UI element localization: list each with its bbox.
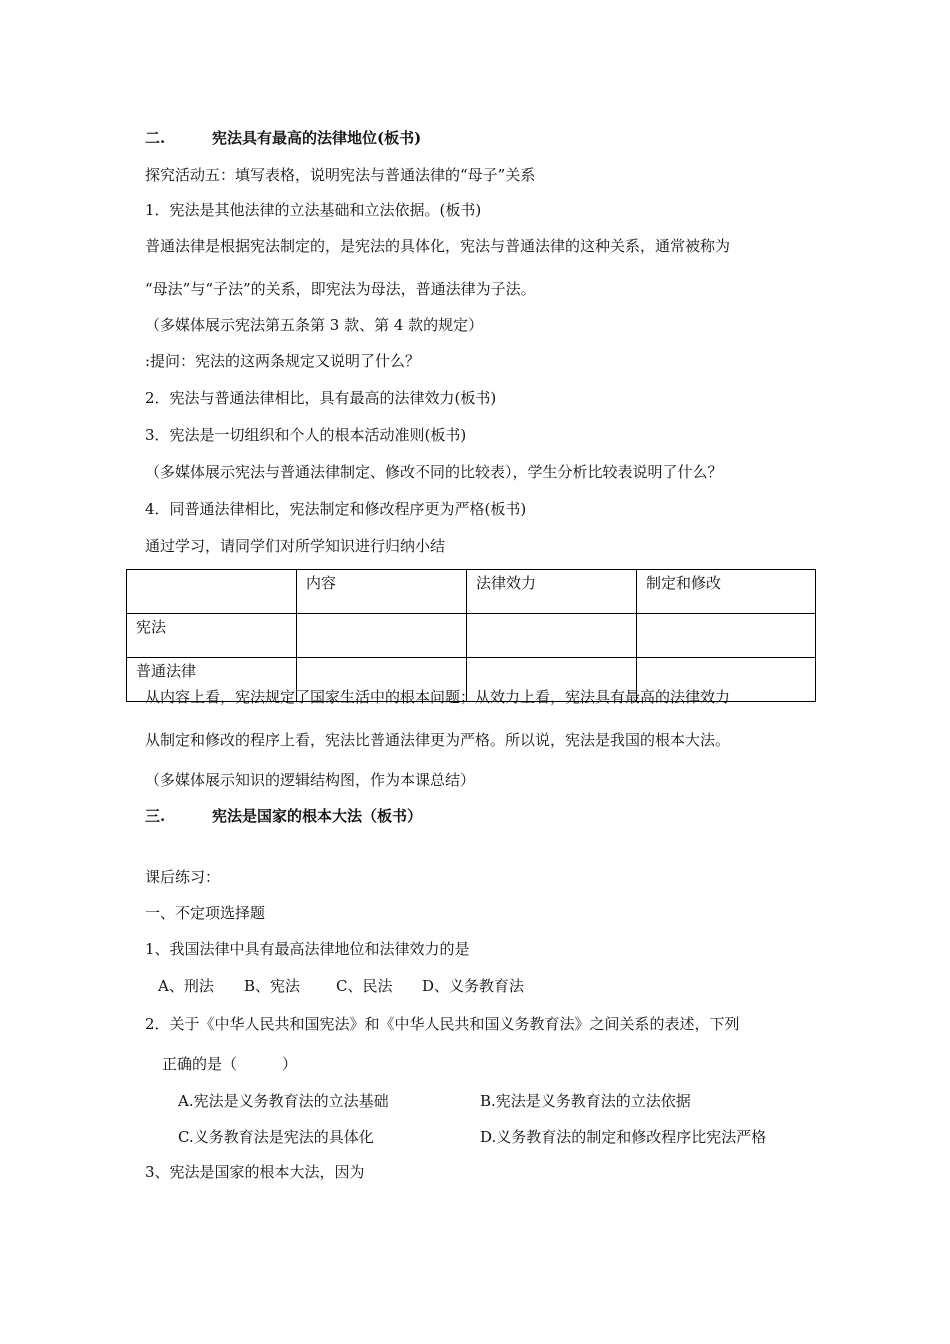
table-header-cell: 法律效力 [467, 570, 637, 614]
q1-option-d: D、义务教育法 [422, 977, 525, 995]
point-1: 1．宪法是其他法律的立法基础和立法依据。(板书) [145, 201, 482, 219]
question: :提问：宪法的这两条规定又说明了什么？ [145, 352, 421, 370]
section-3-title: 宪法是国家的根本大法（板书） [212, 807, 423, 825]
table-cell [297, 614, 467, 658]
point-2: 2．宪法与普通法律相比，具有最高的法律效力(板书) [145, 389, 497, 407]
conclusion-line-1: 从内容上看，宪法规定了国家生活中的根本问题；从效力上看，宪法具有最高的法律效力 [145, 688, 731, 706]
q1-option-b: B、宪法 [244, 977, 301, 995]
explanation-line-2: “母法”与“子法”的关系，即宪法为母法，普通法律为子法。 [145, 280, 536, 298]
question-3: 3、宪法是国家的根本大法，因为 [145, 1163, 365, 1181]
summary-table [126, 569, 816, 702]
section-3-number: 三. [145, 807, 166, 825]
media-note-3: （多媒体展示知识的逻辑结构图，作为本课总结） [145, 771, 476, 789]
point-3: 3．宪法是一切组织和个人的根本活动准则(板书) [145, 426, 467, 444]
table-cell [467, 614, 637, 658]
table-cell [637, 614, 816, 658]
explanation-line-1: 普通法律是根据宪法制定的，是宪法的具体化，宪法与普通法律的这种关系，通常被称为 [145, 237, 731, 255]
q1-option-c: C、民法 [336, 977, 393, 995]
part-1-title: 一、不定项选择题 [145, 904, 266, 922]
table-header-row [127, 570, 816, 614]
media-note-1: （多媒体展示宪法第五条第 3 款、第 4 款的规定） [145, 316, 484, 334]
activity-5: 探究活动五：填写表格，说明宪法与普通法律的“母子”关系 [145, 166, 536, 184]
table-header-cell: 内容 [297, 570, 467, 614]
question-2-line-2: 正确的是（ ） [162, 1055, 298, 1073]
section-2-title: 宪法具有最高的法律地位(板书) [212, 129, 422, 147]
table-row [127, 614, 816, 658]
q2-option-a: A.宪法是义务教育法的立法基础 [178, 1092, 389, 1110]
point-4: 4．同普通法律相比，宪法制定和修改程序更为严格(板书) [145, 500, 527, 518]
question-2-line-1: 2．关于《中华人民共和国宪法》和《中华人民共和国义务教育法》之间关系的表述，下列 [145, 1015, 740, 1033]
summary-intro: 通过学习，请同学们对所学知识进行归纳小结 [145, 537, 446, 555]
table-cell: 宪法 [127, 614, 297, 658]
table-cell: 普通法律 [127, 658, 297, 702]
q2-option-c: C.义务教育法是宪法的具体化 [178, 1128, 374, 1146]
q2-option-b: B.宪法是义务教育法的立法依据 [480, 1092, 691, 1110]
q1-option-a: A、刑法 [158, 977, 214, 995]
table-header-cell [127, 570, 297, 614]
conclusion-line-2: 从制定和修改的程序上看，宪法比普通法律更为严格。所以说，宪法是我国的根本大法。 [145, 731, 731, 749]
question-1: 1、我国法律中具有最高法律地位和法律效力的是 [145, 940, 470, 958]
section-2-number: 二. [145, 129, 166, 147]
media-note-2: （多媒体展示宪法与普通法律制定、修改不同的比较表），学生分析比较表说明了什么？ [145, 463, 723, 481]
q2-option-d: D.义务教育法的制定和修改程序比宪法严格 [480, 1128, 767, 1146]
exercise-title: 课后练习： [145, 868, 221, 886]
table-header-cell: 制定和修改 [637, 570, 816, 614]
